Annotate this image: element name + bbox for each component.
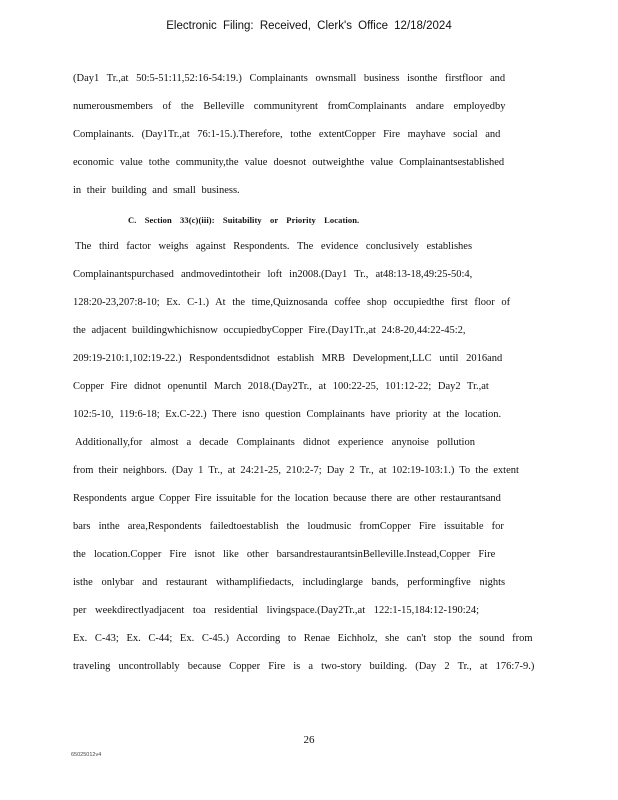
body-line: the location.Copper Fire isnot like other barsandrestaurantsinBelleville.Instead,Copper Fire: [73, 549, 496, 560]
body-line: numerousmembers of the Belleville communityrent fromComplainants andare employedby: [73, 101, 506, 112]
body-line: in their building and small business.: [73, 185, 240, 196]
body-line: from their neighbors. (Day 1 Tr., at 24:21-25, 210:2-7; Day 2 Tr., at 102:19-103:1.) To the extent: [73, 465, 519, 476]
body-line: (Day1 Tr.,at 50:5-51:11,52:16-54:19.) Complainants ownsmall business isonthe firstfloor and: [73, 73, 506, 84]
body-line: 102:5-10, 119:6-18; Ex.C-22.) There isno question Complainants have priority at the location.: [73, 409, 502, 420]
body-line: Complainants. (Day1Tr.,at 76:1-15.).Therefore, tothe extentCopper Fire mayhave social and: [73, 129, 501, 140]
page-number: 26: [303, 734, 315, 746]
body-line: per weekdirectlyadjacent toa residential livingspace.(Day2Tr.,at 122:1-15,184:12-190:24;: [73, 605, 480, 616]
body-line: The third factor weighs against Respondents. The evidence conclusively establishes: [75, 241, 473, 252]
body-line: Respondents argue Copper Fire issuitable for the location because there are other restaurantsand: [73, 493, 501, 504]
body-line: 128:20-23,207:8-10; Ex. C-1.) At the time,Quiznosanda coffee shop occupiedthe first floor of: [73, 297, 511, 308]
body-line: 209:19-210:1,102:19-22.) Respondentsdidnot establish MRB Development,LLC until 2016and: [73, 353, 503, 364]
document-id-footer: 65025012v4: [71, 752, 102, 758]
body-line: isthe onlybar and restaurant withamplifiedacts, includinglarge bands, performingfive nights: [73, 577, 506, 588]
body-line: Copper Fire didnot openuntil March 2018.(Day2Tr., at 100:22-25, 101:12-22; Day2 Tr.,at: [73, 381, 489, 392]
body-line: Ex. C-43; Ex. C-44; Ex. C-45.) According to Renae Eichholz, she can't stop the sound from: [73, 633, 533, 644]
body-line: traveling uncontrollably because Copper Fire is a two-story building. (Day 2 Tr., at 176:7-9.): [73, 661, 535, 672]
body-line: Complainantspurchased andmovedintotheir loft in2008.(Day1 Tr., at48:13-18,49:25-50:4,: [73, 269, 473, 280]
section-heading: C. Section 33(c)(iii): Suitability or Priority Location.: [128, 215, 360, 225]
body-line: the adjacent buildingwhichisnow occupiedbyCopper Fire.(Day1Tr.,at 24:8-20,44:22-45:2,: [73, 325, 466, 336]
body-line: bars inthe area,Respondents failedtoestablish the loudmusic fromCopper Fire issuitable for: [73, 521, 504, 532]
body-line: Additionally,for almost a decade Complainants didnot experience anynoise pollution: [75, 437, 475, 448]
body-line: economic value tothe community,the value doesnot outweighthe value Complainantsestablished: [73, 157, 505, 168]
filing-stamp-header: Electronic Filing: Received, Clerk's Office 12/18/2024: [166, 20, 452, 32]
